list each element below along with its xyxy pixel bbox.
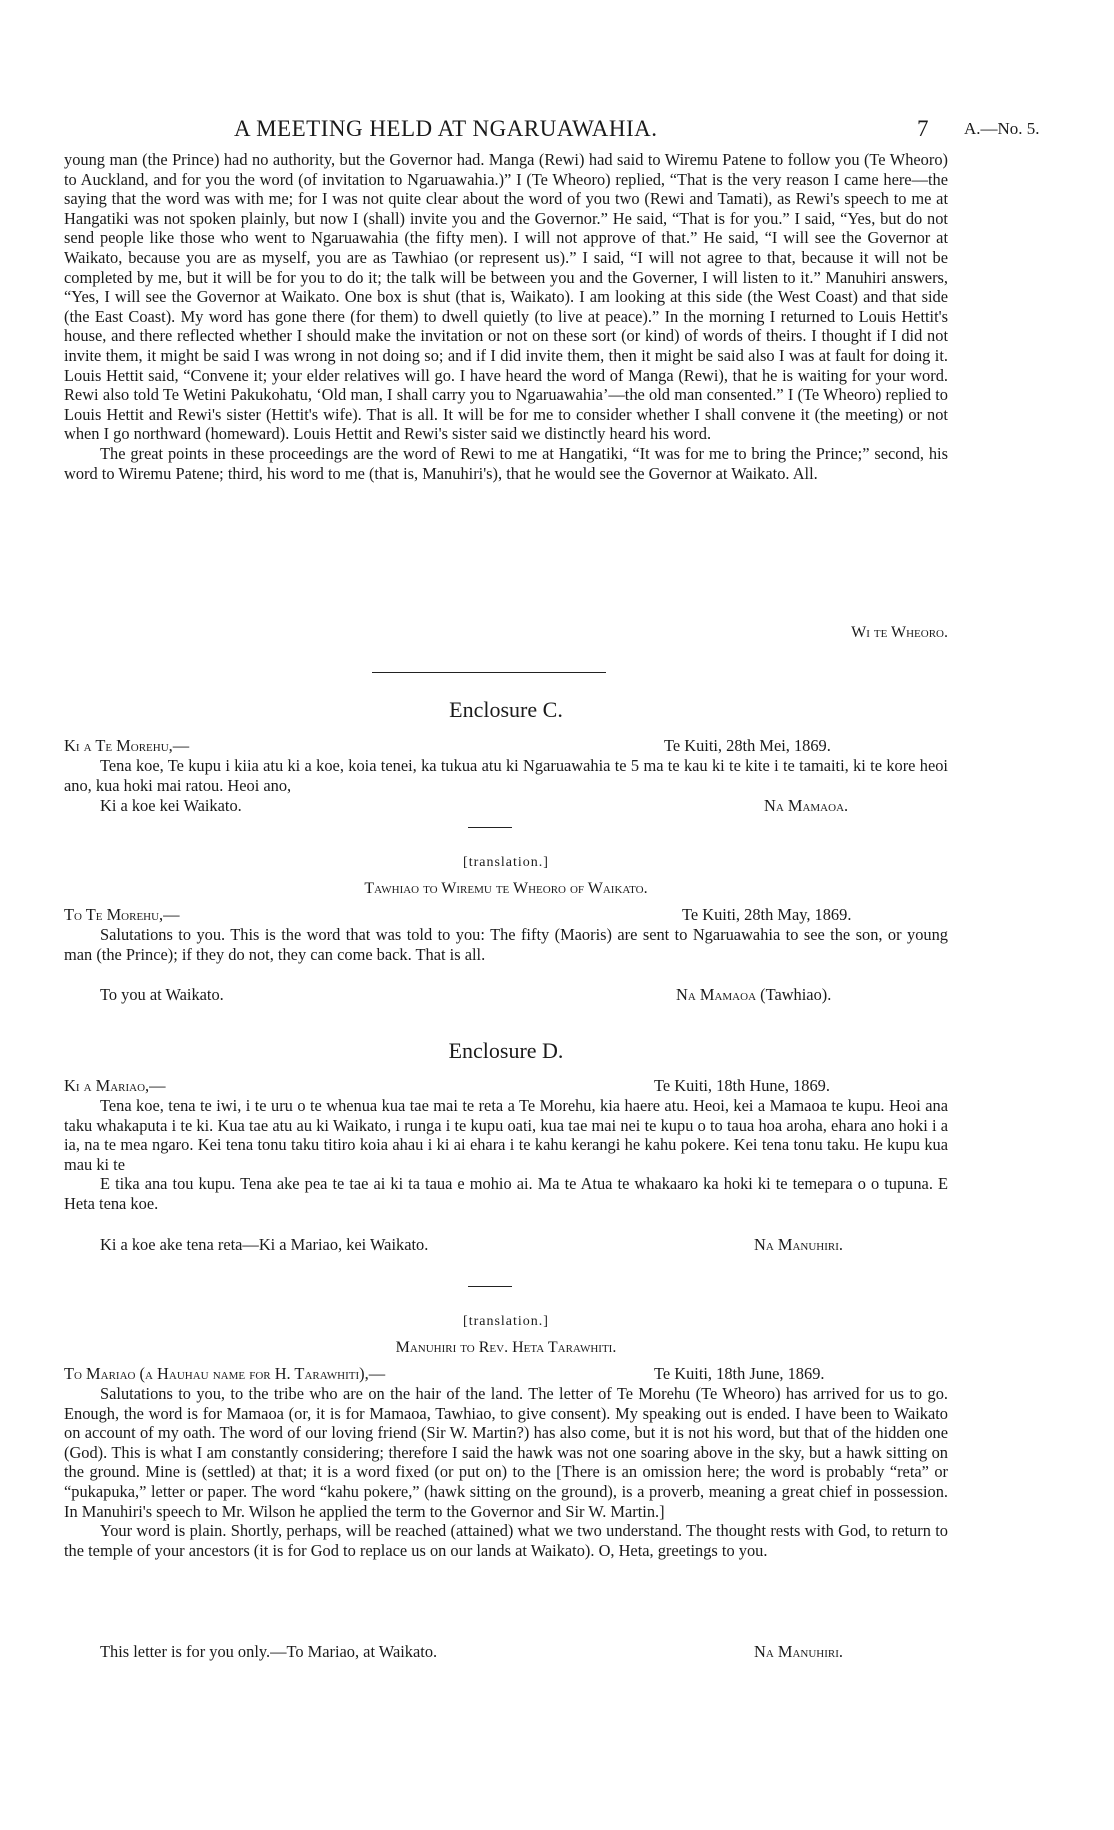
enclosure-d-address-row <box>64 1076 948 1096</box>
translation-d-paragraph: Your word is plain. Shortly, perhaps, will be reached (attained) what we two understand. The thought rests with God, to return to the temple of your ancestors (it is for God to replace us on our lands at Waikato). O, Heta, greetings to you. <box>64 1521 948 1560</box>
translation-c-label: [translation.] <box>463 855 549 870</box>
short-divider <box>468 1286 512 1287</box>
document-reference: A.—No. 5. <box>964 119 1040 138</box>
enclosure-d-closing-row <box>64 1235 948 1255</box>
enclosure-c-body-text: Tena koe, Te kupu i kiia atu ki a koe, koia tenei, ka tukua atu ki Ngaruawahia te 5 ma te kau ki te kite i te tamaiti, ki te kore heoi ano, kua hoki mai ratou. Heoi ano, <box>64 756 948 795</box>
translation-d-title: Manuhiri to Rev. Heta Tarawhiti. <box>395 1339 617 1356</box>
enclosure-d-closing: Ki a koe ake tena reta—Ki a Mariao, kei Waikato. <box>100 1235 429 1254</box>
translation-c-closing-row <box>64 985 948 1005</box>
translation-d-closing-row <box>64 1642 948 1662</box>
page-number: 7 <box>917 116 929 141</box>
continuation-text <box>64 150 948 483</box>
enclosure-c-place-date: Te Kuiti, 28th Mei, 1869. <box>664 736 831 755</box>
short-divider <box>468 827 512 828</box>
translation-d-address-row <box>64 1364 948 1384</box>
translation-c-signature <box>676 985 831 1005</box>
translation-d-addressee: To Mariao (a Hauhau name for H. Tarawhiti),— <box>64 1364 386 1383</box>
enclosure-d-paragraph: E tika ana tou kupu. Tena ake pea te tae ai ki ta taua e mohio ai. Ma te Atua te whakaaro ka hoki ki te temepara o o tupuna. E Heta tena koe. <box>64 1174 948 1213</box>
enclosure-d-signature: Na Manuhiri. <box>754 1235 843 1254</box>
translation-c-signature-name: Na Mamaoa <box>676 985 757 1004</box>
enclosure-c-closing-row <box>64 796 948 816</box>
translation-d-signature: Na Manuhiri. <box>754 1642 843 1661</box>
enclosure-c-address-row <box>64 736 948 756</box>
running-title: A MEETING HELD AT NGARUAWAHIA. <box>234 116 658 141</box>
continuation-paragraph: young man (the Prince) had no authority, but the Governor had. Manga (Rewi) had said to Wiremu Patene to follow you (Te Wheoro) to Auckland, and for you the word (of invitation to Ngaruawahia.)” I (Te Wheoro) replied, “That is the very reason I came here—the saying that the word was with me; for I was not quite clear about the word of you two (Rewi and Tamati), as Rewi's speech to me at Hangatiki was not spoken plainly, but now I (shall) invite you and the Governor.” He said, “That is for you.” I said, “Yes, but do not send people like those who went to Ngaruawahia (the fifty men). I will not approve of that.” He said, “I will see the Governor at Waikato, because you are as myself, you are as Tawhiao (or represent us).” I said, “I will not agree to that, because it will not be completed by me, but it will be for you to do it; the talk will be between you and the Governer, I will listen to it.” Manuhiri answers, “Yes, I will see the Governor at Waikato. One box is shut (that is, Waikato). I am looking at this side (the West Coast) and that side (the East Coast). My word has gone there (for them) to dwell quietly (to live at peace).” In the morning I returned to Louis Hettit's house, and there reflected whether I should make the invitation or not on these sort (or kind) of words of theirs. I thought if I did not invite them, it might be said I was wrong in not doing so; and if I did invite them, then it might be said also I was at fault for doing it. Louis Hettit said, “Convene it; your elder relatives will go. I have heard the word of Manga (Rewi), that he is waiting for your word. Rewi also told Te Wetini Pakukohatu, ‘Old man, I shall carry you to Ngaruawahia’—the old man consented.” I (Te Wheoro) replied to Louis Hettit and Rewi's sister (Hettit's wife). That is all. It will be for me to consider whether I shall convene it (the meeting) or not when I go northward (homeward). Louis Hettit and Rewi's sister said we distinctly heard his word. <box>64 150 948 444</box>
enclosure-c-heading: Enclosure C. <box>449 697 563 722</box>
enclosure-d-paragraph: Tena koe, tena te iwi, i te uru o te whenua kua tae mai te reta a Te Morehu, kia haere atu. Heoi, kei a Mamaoa te kupu. Heoi ana taku whakaputa i te ki. Kua tae atu au ki Waikato, i runga i te kupu oati, kua tae mai nei te kupu o to taua hoa aroha, ehara ano hoki i a ia, na te mea ngaro. Kei tena tonu taku titiro koia ahau i ki ai ehara i te kahu kerangi he kahu pokere. Kei tena tonu taku. He kupu kua mau ki te <box>64 1096 948 1174</box>
section-divider <box>372 672 606 673</box>
translation-c-closing: To you at Waikato. <box>100 985 224 1004</box>
translation-c-body <box>64 925 948 964</box>
translation-d-label: [translation.] <box>463 1314 549 1329</box>
translation-c-address-row <box>64 905 948 925</box>
enclosure-d-heading: Enclosure D. <box>448 1038 564 1063</box>
enclosure-d-place-date: Te Kuiti, 18th Hune, 1869. <box>654 1076 830 1095</box>
enclosure-c-signature: Na Mamaoa. <box>764 796 849 815</box>
signature-wi-te-wheoro: Wi te Wheoro. <box>851 624 948 641</box>
translation-c-place-date: Te Kuiti, 28th May, 1869. <box>682 905 852 924</box>
translation-c-addressee: To Te Morehu,— <box>64 905 180 924</box>
continuation-paragraph: The great points in these proceedings are the word of Rewi to me at Hangatiki, “It was for me to bring the Prince;” second, his word to Wiremu Patene; third, his word to me (that is, Manuhiri's), that he would see the Governor at Waikato. All. <box>64 443 948 483</box>
translation-d-body <box>64 1384 948 1560</box>
translation-d-place-date: Te Kuiti, 18th June, 1869. <box>654 1364 825 1383</box>
translation-c-body-text: Salutations to you. This is the word that was told to you: The fifty (Maoris) are sent to Ngaruawahia to see the son, or young man (the Prince); if they do not, they can come back. That is all. <box>64 925 948 964</box>
translation-d-closing: This letter is for you only.—To Mariao, at Waikato. <box>100 1642 438 1661</box>
translation-d-paragraph: Salutations to you, to the tribe who are on the hair of the land. The letter of Te Morehu (Te Wheoro) has arrived for us to go. Enough, the word is for Mamaoa (or, it is for Mamaoa, Tawhiao, to give consent). My speaking out is ended. I have been to Waikato on account of my oath. The word of our loving friend (Sir W. Martin?) has also come, but it is not his word, but that of the hidden one (God). This is what I am constantly considering; therefore I said the hawk was not one soaring above in the sky, but a hawk sitting on the ground. Mine is (settled) at that; it is a word fixed (or put on) to the [There is an omission here; the word is probably “reta” or “pukapuka,” letter or paper. The word “kahu pokere,” (hawk sitting on the ground), is a proverb, meaning a great chief in possession. In Manuhiri's speech to Mr. Wilson he applied the term to the Governor and Sir W. Martin.] <box>64 1384 948 1521</box>
enclosure-c-body <box>64 756 948 795</box>
enclosure-c-addressee: Ki a Te Morehu,— <box>64 736 190 755</box>
enclosure-c-closing: Ki a koe kei Waikato. <box>100 796 242 815</box>
translation-c-title: Tawhiao to Wiremu te Wheoro of Waikato. <box>364 880 648 897</box>
enclosure-d-addressee: Ki a Mariao,— <box>64 1076 166 1095</box>
page-header <box>64 116 1040 146</box>
translation-c-signature-note: (Tawhiao). <box>756 985 832 1004</box>
enclosure-d-body <box>64 1096 948 1214</box>
document-page <box>64 0 1040 1830</box>
